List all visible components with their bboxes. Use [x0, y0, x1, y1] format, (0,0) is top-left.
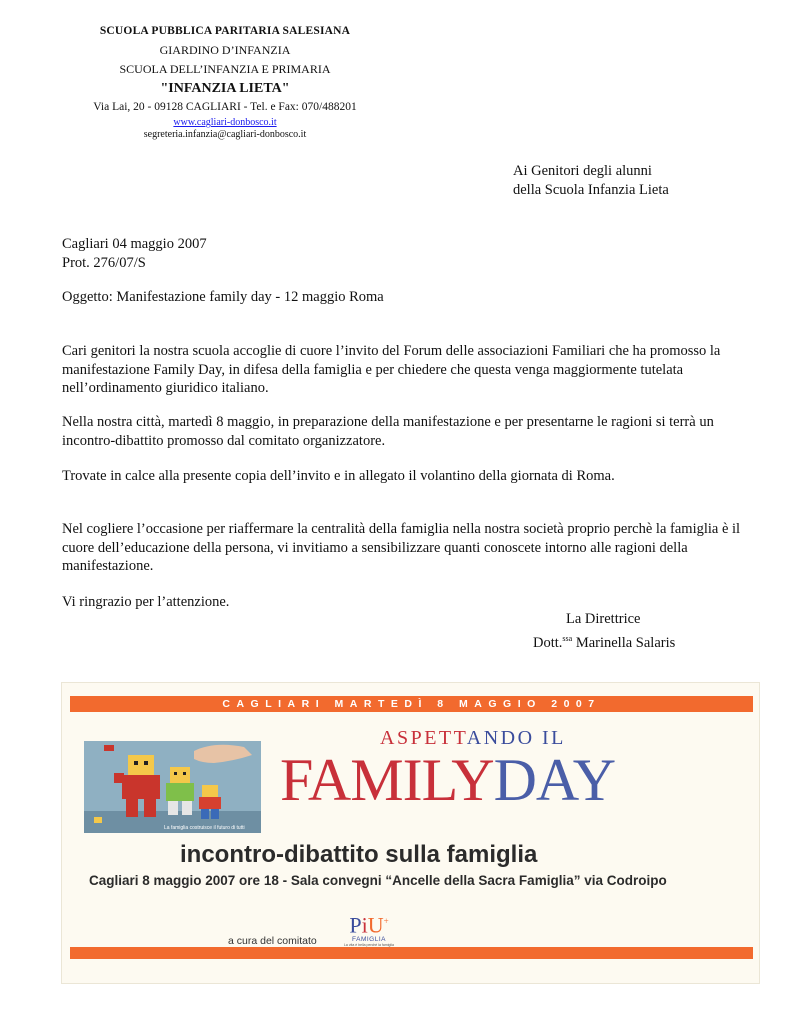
- letter-subject: Oggetto: Manifestazione family day - 12 maggio Roma: [62, 289, 384, 305]
- body-paragraph-3: Trovate in calce alla presente copia dell’invito e in allegato il volantino della giornata di Roma.: [62, 468, 615, 484]
- letterhead: [90, 22, 360, 141]
- logo-tagline: La vita è bella perché la famiglia: [343, 943, 394, 948]
- recipient-block: [513, 162, 669, 200]
- signature-role: La Direttrice: [566, 611, 641, 627]
- school-address: Via Lai, 20 - 09128 CAGLIARI - Tel. e Fax: 070/488201: [93, 101, 357, 113]
- signature-name: Marinella Salaris: [572, 634, 676, 651]
- date-block: [62, 235, 207, 273]
- day-word: DAY: [493, 747, 616, 813]
- logo-wordmark: PiU+: [349, 912, 389, 938]
- family-lego-photo: [84, 741, 261, 833]
- school-name: "INFANZIA LIETA": [160, 81, 290, 96]
- recipient-line-1: Ai Genitori degli alunni: [513, 163, 652, 179]
- signature-block: [533, 610, 675, 653]
- family-word: FAMILY: [280, 747, 494, 813]
- event-flyer: [62, 683, 759, 983]
- flyer-bottom-bar: [70, 947, 753, 959]
- signature-title: Dott.: [533, 634, 563, 651]
- flyer-date-banner: CAGLIARI MARTEDÌ 8 MAGGIO 2007: [70, 696, 753, 712]
- photo-caption: La famiglia costruisce il futuro di tutti: [164, 825, 245, 831]
- body-paragraph-4: Nel cogliere l’occasione per riaffermare la centralità della famiglia nella nostra società proprio perchè la famiglia è il cuore dell’educazione della persona, vi invitiamo a sensibilizzare quanti conoscete intorno alle ragioni della manifestazione.: [62, 521, 741, 574]
- flyer-organizer-label: a cura del comitato: [228, 935, 317, 947]
- flyer-event-details: Cagliari 8 maggio 2007 ore 18 - Sala convegni “Ancelle della Sacra Famiglia” via Codroipo: [89, 873, 667, 888]
- aspettando-part-2: ANDO IL: [466, 727, 566, 749]
- website-link[interactable]: www.cagliari-donbosco.it: [173, 117, 277, 128]
- signature-name-line: [533, 629, 675, 653]
- email-address: segreteria.infanzia@cagliari-donbosco.it: [143, 129, 307, 140]
- body-paragraph-2: Nella nostra città, martedì 8 maggio, in preparazione della manifestazione e per presentarne le ragioni si terrà un incontro-dibattito promosso dal comitato organizzatore.: [62, 414, 714, 449]
- family-day-title: [280, 747, 616, 813]
- logo-subtitle: FAMIGLIA: [352, 936, 386, 944]
- letter-date: Cagliari 04 maggio 2007: [62, 236, 207, 252]
- aspettando-part-1: ASPETT: [380, 727, 467, 749]
- school-type: SCUOLA PUBBLICA PARITARIA SALESIANA: [99, 25, 351, 37]
- protocol-number: Prot. 276/07/S: [62, 255, 146, 271]
- body-paragraph-1: Cari genitori la nostra scuola accoglie di cuore l’invito del Forum delle associazioni Familiari che ha promosso la manifestazione Family Day, in difesa della famiglia e per chiedere che questa venga maggiormente tutelata nell’ordinamento giuridico italiano.: [62, 343, 721, 396]
- recipient-line-2: della Scuola Infanzia Lieta: [513, 182, 669, 198]
- school-line-1: GIARDINO D’INFANZIA: [159, 43, 291, 57]
- signature-title-sup: ssa: [562, 634, 573, 643]
- school-line-2: SCUOLA DELL’INFANZIA E PRIMARIA: [119, 62, 331, 76]
- body-paragraph-5: Vi ringrazio per l’attenzione.: [62, 594, 230, 610]
- flyer-headline: incontro-dibattito sulla famiglia: [180, 841, 538, 868]
- lego-family-image: [84, 741, 261, 833]
